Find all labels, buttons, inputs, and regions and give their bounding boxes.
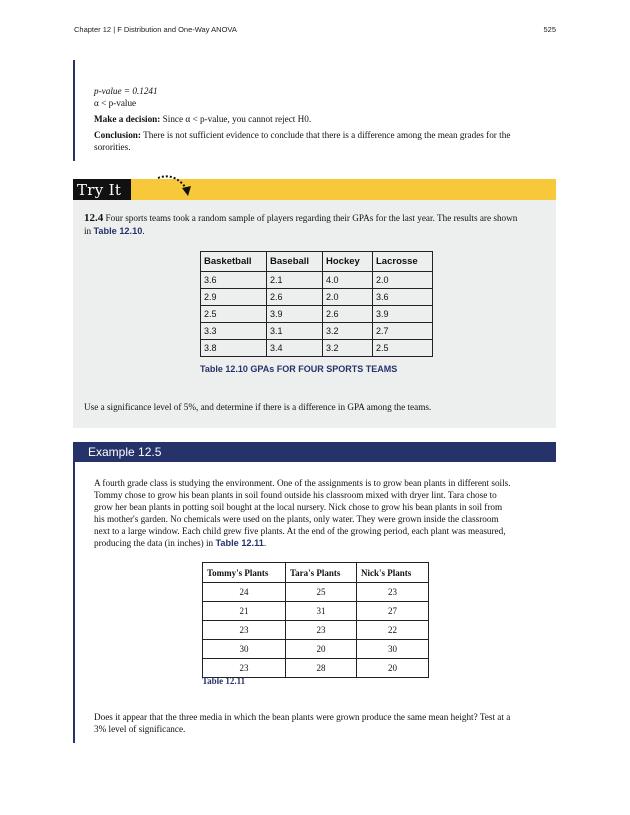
- example-text-2: Tommy chose to grow his bean plants in soil found outside his classroom mixed with dryer lint. Tara chose to: [94, 490, 497, 500]
- table-cell: 30: [203, 640, 286, 659]
- table-cell: 3.2: [323, 340, 373, 357]
- table-cell: 2.1: [267, 272, 323, 289]
- table-12-10-link[interactable]: Table 12.10: [93, 226, 143, 236]
- table-cell: 4.0: [323, 272, 373, 289]
- example-text-5: next to a large window. Each child grew five plants. At the end of the growing period, each plant was measured,: [94, 526, 506, 536]
- decision-line: Make a decision: Since α < p-value, you cannot reject H0.: [94, 114, 312, 124]
- table-cell: 28: [286, 659, 357, 678]
- table-header-row: [203, 563, 429, 583]
- try-it-label: Try It: [73, 179, 131, 201]
- table-cell: 3.4: [267, 340, 323, 357]
- table-cell: 23: [357, 583, 429, 602]
- table-cell: 2.6: [323, 306, 373, 323]
- table-row: [201, 323, 433, 340]
- table-cell: 25: [286, 583, 357, 602]
- svg-text:Σ: Σ: [143, 181, 154, 199]
- col-header: Baseball: [267, 252, 323, 272]
- col-header: Hockey: [323, 252, 373, 272]
- table-row: [201, 289, 433, 306]
- table-row: [203, 659, 429, 678]
- gpa-table: [200, 251, 433, 357]
- chapter-title: Chapter 12 | F Distribution and One-Way ANOVA: [74, 25, 237, 34]
- table-12-11-link[interactable]: Table 12.11: [215, 538, 264, 548]
- example-header: Example 12.5: [73, 442, 556, 462]
- table-cell: 2.7: [373, 323, 433, 340]
- col-header: Basketball: [201, 252, 267, 272]
- conclusion-line-2: sororities.: [94, 142, 131, 152]
- table-row: [201, 272, 433, 289]
- example-text-1: A fourth grade class is studying the environment. One of the assignments is to grow bean plants in different soils.: [94, 478, 511, 488]
- table-cell: 2.9: [201, 289, 267, 306]
- table-cell: 3.3: [201, 323, 267, 340]
- sigma-icon: [140, 172, 196, 202]
- page-number: 525: [543, 25, 556, 34]
- running-header: [74, 25, 556, 37]
- conclusion-line: Conclusion: There is not sufficient evidence to conclude that there is a difference among the mean grades for the: [94, 130, 511, 140]
- table-row: [201, 306, 433, 323]
- block-left-rule: [73, 60, 75, 161]
- col-header: Lacrosse: [373, 252, 433, 272]
- table-cell: 3.8: [201, 340, 267, 357]
- col-header: Nick's Plants: [357, 563, 429, 583]
- table-cell: 27: [357, 602, 429, 621]
- table-header-row: [201, 252, 433, 272]
- table-cell: 3.6: [373, 289, 433, 306]
- table-row: [203, 602, 429, 621]
- table-cell: 3.2: [323, 323, 373, 340]
- table-cell: 2.0: [323, 289, 373, 306]
- table-cell: 24: [203, 583, 286, 602]
- table-cell: 20: [357, 659, 429, 678]
- try-it-text-2: in Table 12.10.: [84, 226, 145, 236]
- table-cell: 3.6: [201, 272, 267, 289]
- table-cell: 3.1: [267, 323, 323, 340]
- table-row: [203, 640, 429, 659]
- col-header: Tommy's Plants: [203, 563, 286, 583]
- table-cell: 31: [286, 602, 357, 621]
- table-cell: 2.0: [373, 272, 433, 289]
- example-left-rule: [73, 462, 75, 743]
- example-question-2: 3% level of significance.: [94, 724, 186, 734]
- table-cell: 23: [203, 659, 286, 678]
- example-text-3: grow her bean plants in potting soil bought at the local nursery. Nick chose to grow his bean plants in soil from: [94, 502, 503, 512]
- table-cell: 2.5: [201, 306, 267, 323]
- table-12-10-caption: Table 12.10 GPAs FOR FOUR SPORTS TEAMS: [200, 364, 398, 374]
- try-it-instruction: Use a significance level of 5%, and determine if there is a difference in GPA among the teams.: [84, 402, 432, 412]
- plants-table: [202, 562, 429, 678]
- table-cell: 23: [203, 621, 286, 640]
- table-cell: 3.9: [267, 306, 323, 323]
- pvalue-line: p-value = 0.1241: [94, 86, 158, 96]
- table-cell: 22: [357, 621, 429, 640]
- table-cell: 20: [286, 640, 357, 659]
- alpha-line: α < p-value: [94, 98, 137, 108]
- col-header: Tara's Plants: [286, 563, 357, 583]
- table-12-11-caption: Table 12.11: [202, 676, 246, 686]
- try-it-text-1: 12.4 Four sports teams took a random sample of players regarding their GPAs for the last year. The results are shown: [84, 212, 518, 224]
- example-text-4: his mother's garden. No chemicals were used on the plants, only water. They were grown inside the classroom: [94, 514, 499, 524]
- table-row: [203, 621, 429, 640]
- table-cell: 3.9: [373, 306, 433, 323]
- table-cell: 30: [357, 640, 429, 659]
- example-question-1: Does it appear that the three media in which the bean plants were grown produce the same mean height? Test at a: [94, 712, 511, 722]
- example-text-6: producing the data (in inches) in Table 12.11.: [94, 538, 267, 548]
- table-cell: 2.5: [373, 340, 433, 357]
- table-cell: 21: [203, 602, 286, 621]
- table-cell: 23: [286, 621, 357, 640]
- table-row: [203, 583, 429, 602]
- table-cell: 2.6: [267, 289, 323, 306]
- table-row: [201, 340, 433, 357]
